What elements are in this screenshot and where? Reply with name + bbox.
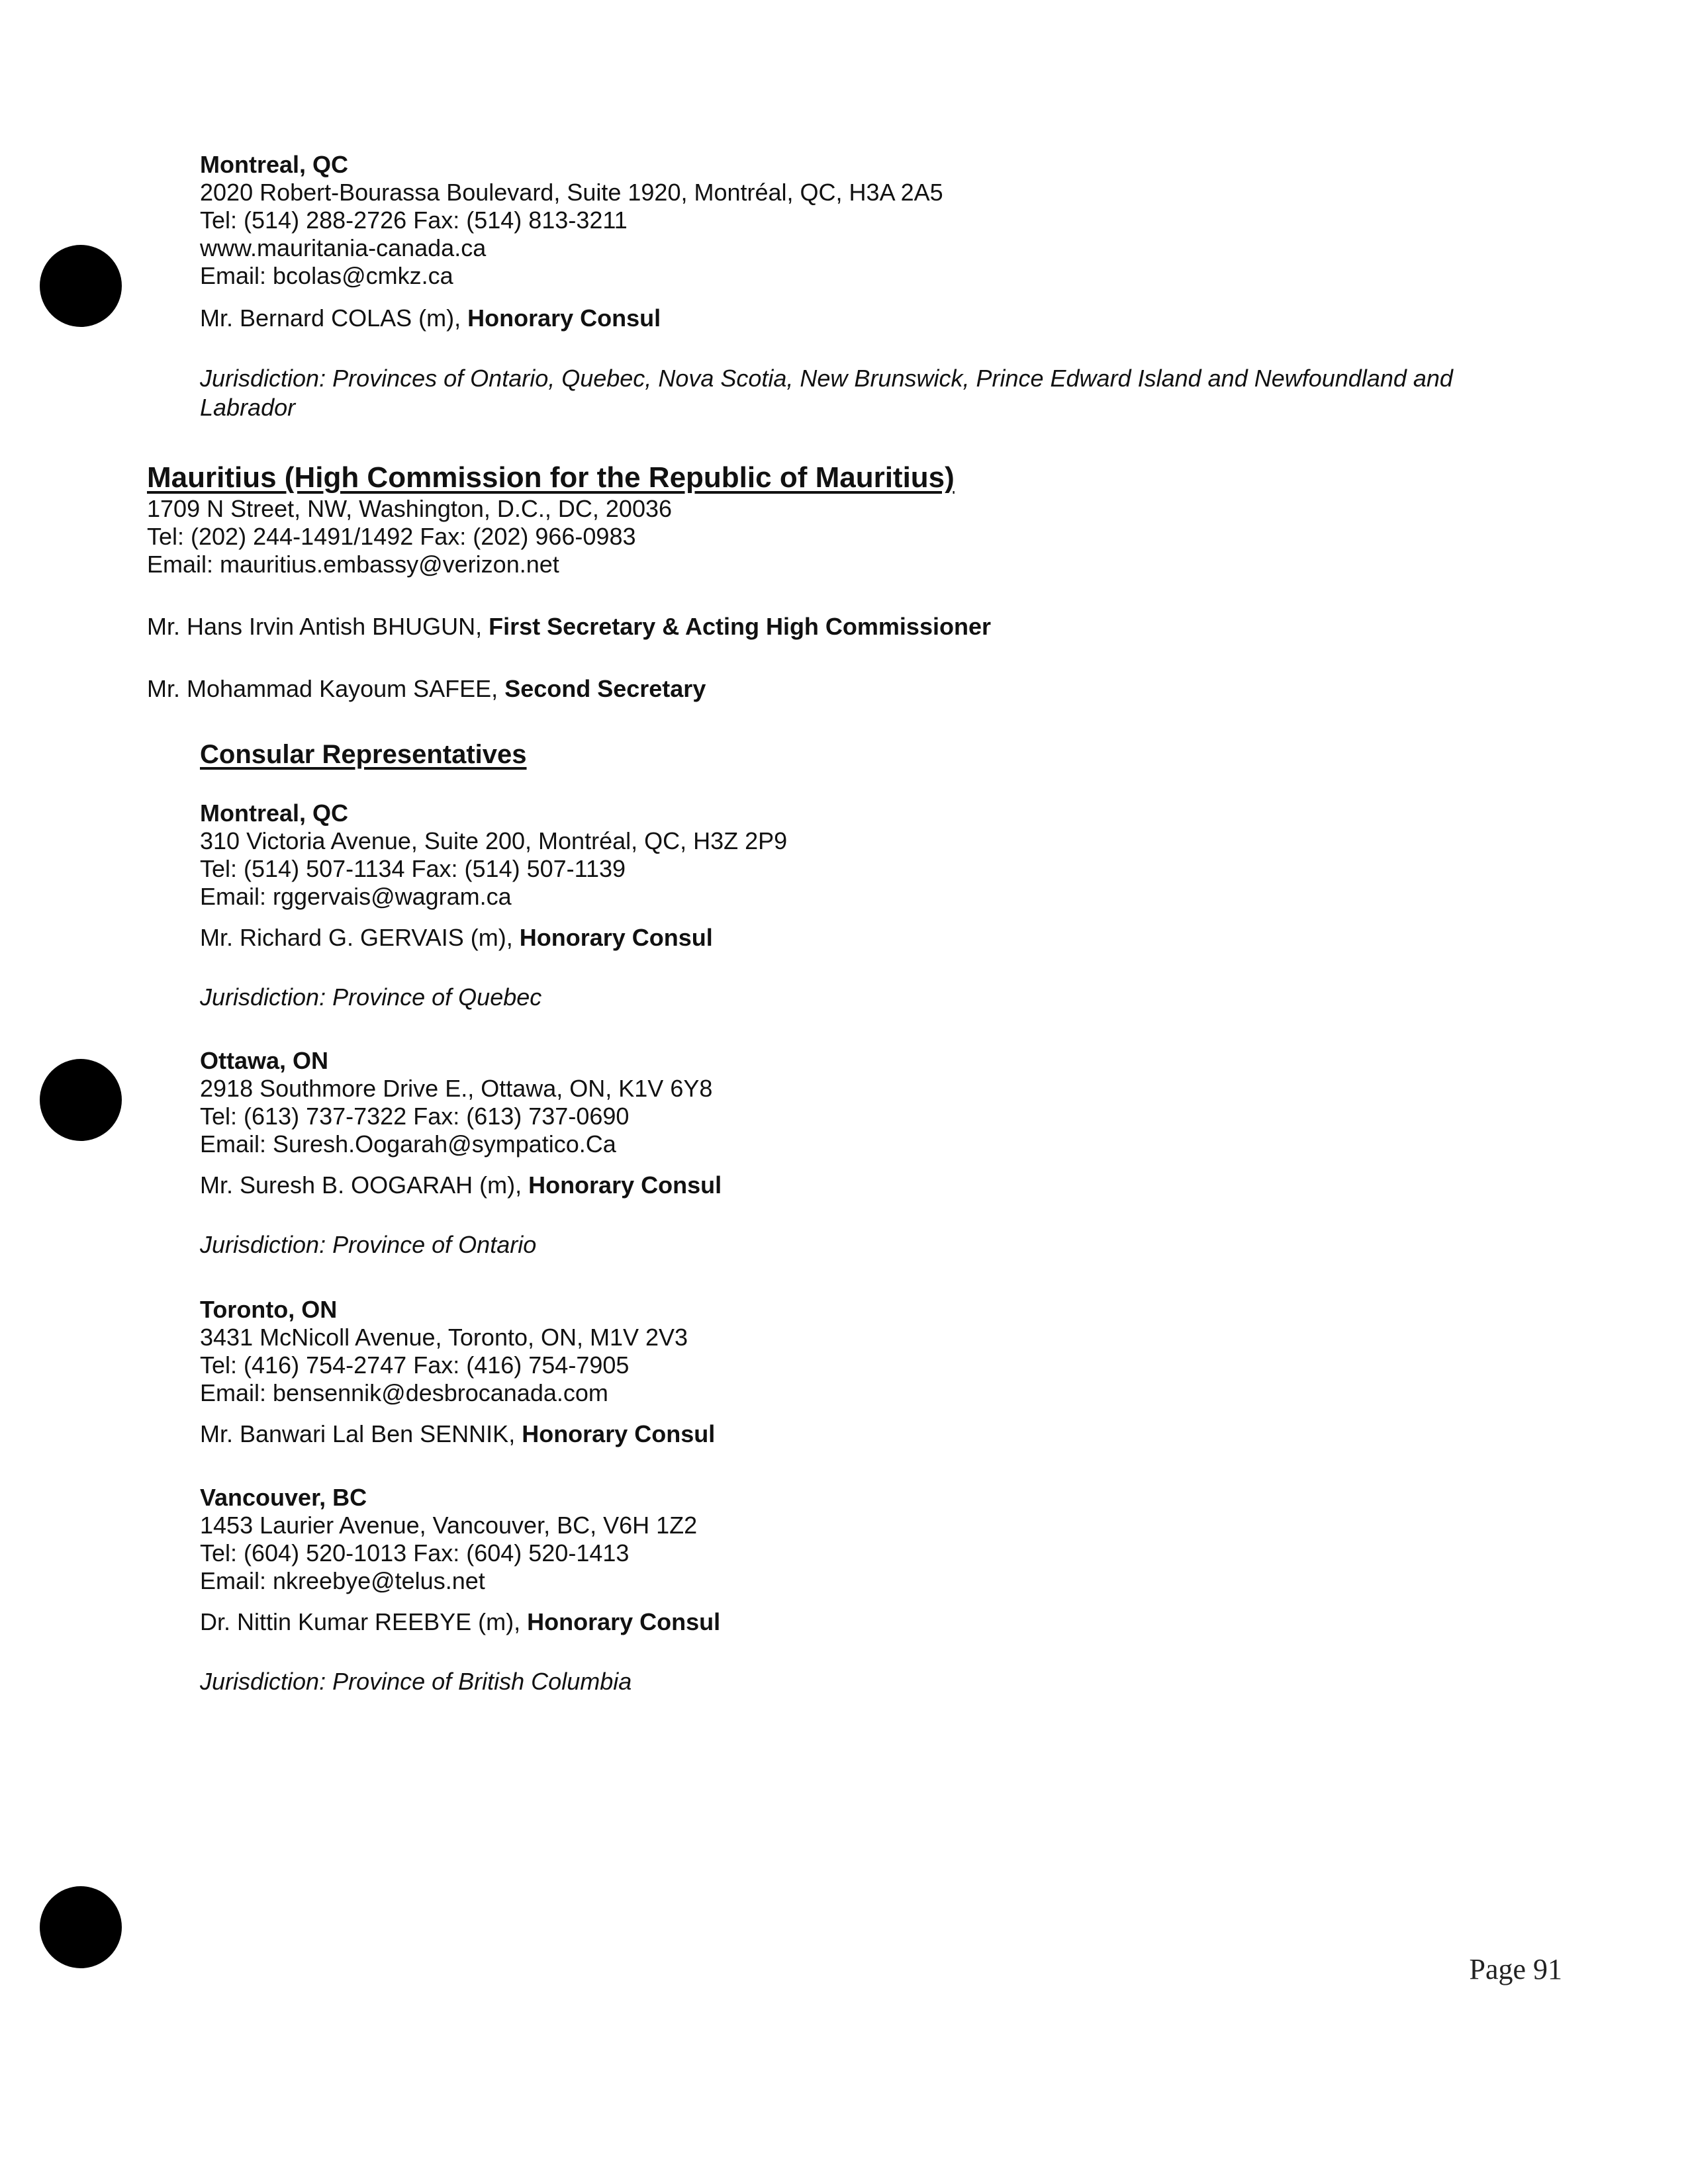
mission-email: Email: mauritius.embassy@verizon.net <box>147 551 559 578</box>
consulate-tel-fax: Tel: (613) 737-7322 Fax: (613) 737-0690 <box>200 1103 630 1130</box>
punch-hole-bottom <box>40 1886 122 1968</box>
person-name: Mr. Suresh B. OOGARAH (m), <box>200 1171 529 1199</box>
person-title: Honorary Consul <box>467 304 661 332</box>
consulate-email: Email: bcolas@cmkz.ca <box>200 262 453 289</box>
consulate-email: Email: bensennik@desbrocanada.com <box>200 1379 608 1406</box>
staff-title: First Secretary & Acting High Commissioner <box>489 613 991 640</box>
consulate-address: 310 Victoria Avenue, Suite 200, Montréal, QC, H3Z 2P9 <box>200 827 788 854</box>
consulate-montreal-first <box>200 151 1524 422</box>
mission-staff-2 <box>147 675 991 703</box>
consulate-email: Email: Suresh.Oogarah@sympatico.Ca <box>200 1130 616 1158</box>
consulate-website: www.mauritania-canada.ca <box>200 234 487 261</box>
consulate-tel-fax: Tel: (416) 754-2747 Fax: (416) 754-7905 <box>200 1351 630 1379</box>
punch-hole-top <box>40 245 122 327</box>
page-number: Page 91 <box>1469 1953 1562 1985</box>
staff-title: Second Secretary <box>504 675 706 702</box>
person-name: Mr. Richard G. GERVAIS (m), <box>200 924 520 951</box>
consulate-ottawa <box>200 1047 722 1259</box>
consulate-person <box>200 1608 720 1636</box>
staff-name: Mr. Mohammad Kayoum SAFEE, <box>147 675 505 702</box>
consulate-person <box>200 924 787 952</box>
consulate-address: 2918 Southmore Drive E., Ottawa, ON, K1V 6Y8 <box>200 1075 713 1102</box>
consulate-jurisdiction: Jurisdiction: Province of British Columbia <box>200 1668 632 1695</box>
consular-heading: Consular Representatives <box>200 740 527 769</box>
mission-tel-fax: Tel: (202) 244-1491/1492 Fax: (202) 966-0983 <box>147 523 636 550</box>
mission-staff-1 <box>147 613 991 641</box>
mission-heading: Mauritius (High Commission for the Republic of Mauritius) <box>147 461 955 494</box>
mission-mauritius <box>147 461 991 703</box>
consulate-tel-fax: Tel: (514) 288-2726 Fax: (514) 813-3211 <box>200 206 628 234</box>
consulate-person <box>200 1420 715 1448</box>
consulate-jurisdiction: Jurisdiction: Province of Ontario <box>200 1231 537 1258</box>
person-name: Mr. Bernard COLAS (m), <box>200 304 468 332</box>
person-title: Honorary Consul <box>522 1420 716 1447</box>
consulate-vancouver <box>200 1484 720 1696</box>
consulate-city: Vancouver, BC <box>200 1484 367 1511</box>
person-title: Honorary Consul <box>528 1171 722 1199</box>
staff-name: Mr. Hans Irvin Antish BHUGUN, <box>147 613 489 640</box>
consulate-tel-fax: Tel: (604) 520-1013 Fax: (604) 520-1413 <box>200 1539 630 1567</box>
consulate-toronto <box>200 1296 715 1448</box>
person-name: Dr. Nittin Kumar REEBYE (m), <box>200 1608 528 1635</box>
consulate-jurisdiction: Jurisdiction: Provinces of Ontario, Quebec, Nova Scotia, New Brunswick, Prince Edward Island and Newfoundland and Labrador <box>200 365 1453 421</box>
consulate-montreal <box>200 799 787 1011</box>
person-title: Honorary Consul <box>527 1608 721 1635</box>
person-title: Honorary Consul <box>519 924 713 951</box>
consulate-jurisdiction: Jurisdiction: Province of Quebec <box>200 983 542 1011</box>
consulate-email: Email: nkreebye@telus.net <box>200 1567 485 1594</box>
punch-hole-middle <box>40 1059 122 1141</box>
consulate-address: 1453 Laurier Avenue, Vancouver, BC, V6H 1Z2 <box>200 1512 698 1539</box>
consulate-email: Email: rggervais@wagram.ca <box>200 883 512 910</box>
consulate-address: 3431 McNicoll Avenue, Toronto, ON, M1V 2V3 <box>200 1324 688 1351</box>
consulate-city: Montreal, QC <box>200 151 349 178</box>
person-name: Mr. Banwari Lal Ben SENNIK, <box>200 1420 522 1447</box>
consulate-tel-fax: Tel: (514) 507-1134 Fax: (514) 507-1139 <box>200 855 626 882</box>
consulate-person <box>200 1171 722 1199</box>
consulate-person <box>200 304 1524 332</box>
consulate-city: Ottawa, ON <box>200 1047 329 1074</box>
consulate-city: Toronto, ON <box>200 1296 338 1323</box>
consulate-city: Montreal, QC <box>200 799 349 827</box>
mission-address: 1709 N Street, NW, Washington, D.C., DC, 20036 <box>147 495 673 522</box>
consulate-address: 2020 Robert-Bourassa Boulevard, Suite 1920, Montréal, QC, H3A 2A5 <box>200 179 943 206</box>
